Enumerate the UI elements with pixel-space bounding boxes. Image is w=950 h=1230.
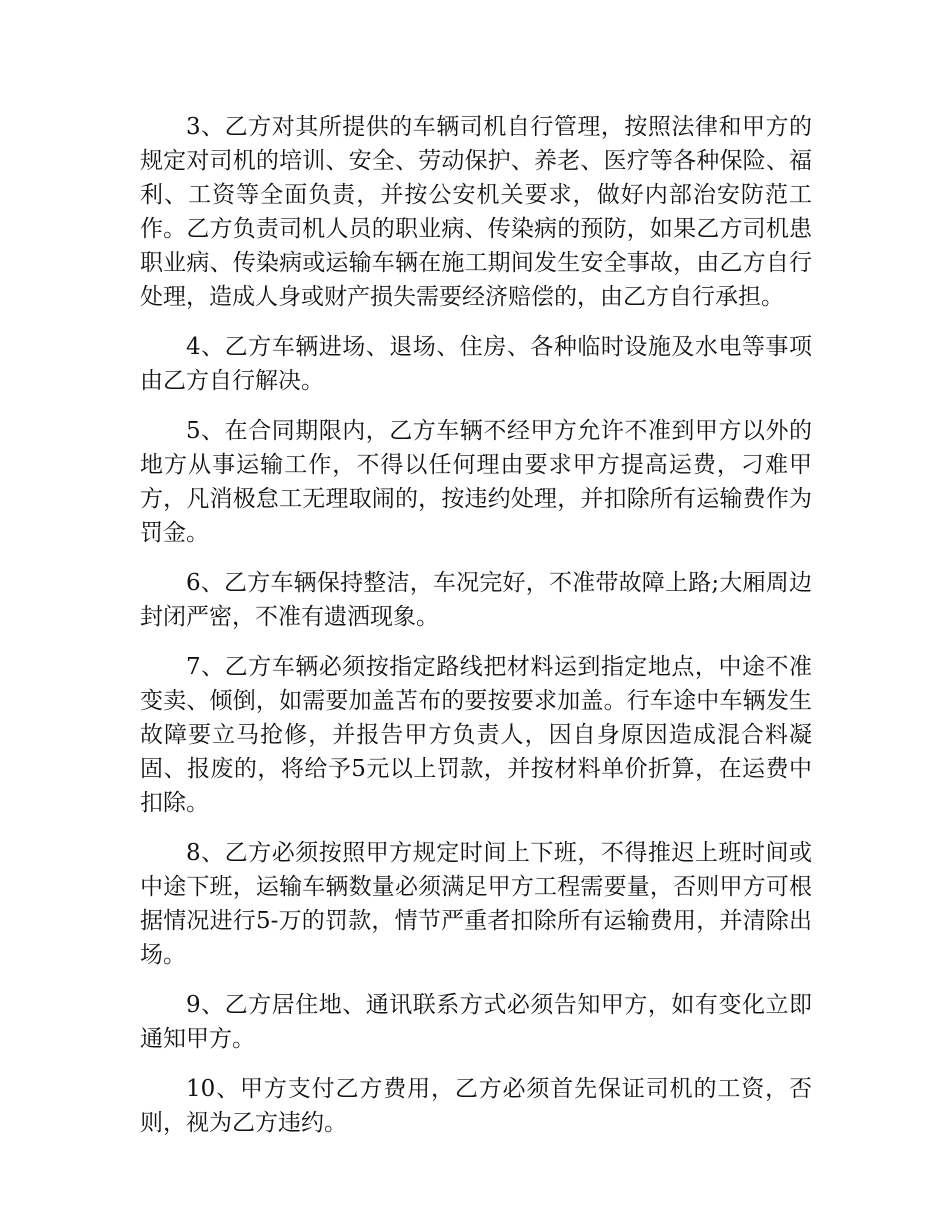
clause-9: 9、乙方居住地、通讯联系方式必须告知甲方，如有变化立即通知甲方。	[140, 992, 812, 1052]
clause-8: 8、乙方必须按照甲方规定时间上下班，不得推迟上班时间或中途下班，运输车辆数量必须满足甲方工程需要量，否则甲方可根据情况进行5-万的罚款，情节严重者扣除所有运输费用，并清除出场。	[140, 840, 812, 968]
document-body	[140, 110, 812, 1156]
clause-4: 4、乙方车辆进场、退场、住房、各种临时设施及水电等事项由乙方自行解决。	[140, 334, 812, 394]
clause-7: 7、乙方车辆必须按指定路线把材料运到指定地点，中途不准变卖、倾倒，如需要加盖苫布的要按要求加盖。行车途中车辆发生故障要立马抢修，并报告甲方负责人，因自身原因造成混合料凝固、报废的，将给予5元以上罚款，并按材料单价折算，在运费中扣除。	[140, 654, 812, 816]
clause-6: 6、乙方车辆保持整洁，车况完好，不准带故障上路;大厢周边封闭严密，不准有遗洒现象。	[140, 570, 812, 630]
clause-3: 3、乙方对其所提供的车辆司机自行管理，按照法律和甲方的规定对司机的培训、安全、劳动保护、养老、医疗等各种保险、福利、工资等全面负责，并按公安机关要求，做好内部治安防范工作。乙方负责司机人员的职业病、传染病的预防，如果乙方司机患职业病、传染病或运输车辆在施工期间发生安全事故，由乙方自行处理，造成人身或财产损失需要经济赔偿的，由乙方自行承担。	[140, 114, 812, 310]
clause-10: 10、甲方支付乙方费用，乙方必须首先保证司机的工资，否则，视为乙方违约。	[140, 1076, 812, 1136]
clause-5: 5、在合同期限内，乙方车辆不经甲方允许不准到甲方以外的地方从事运输工作，不得以任何理由要求甲方提高运费，刁难甲方，凡消极怠工无理取闹的，按违约处理，并扣除所有运输费作为罚金。	[140, 418, 812, 546]
